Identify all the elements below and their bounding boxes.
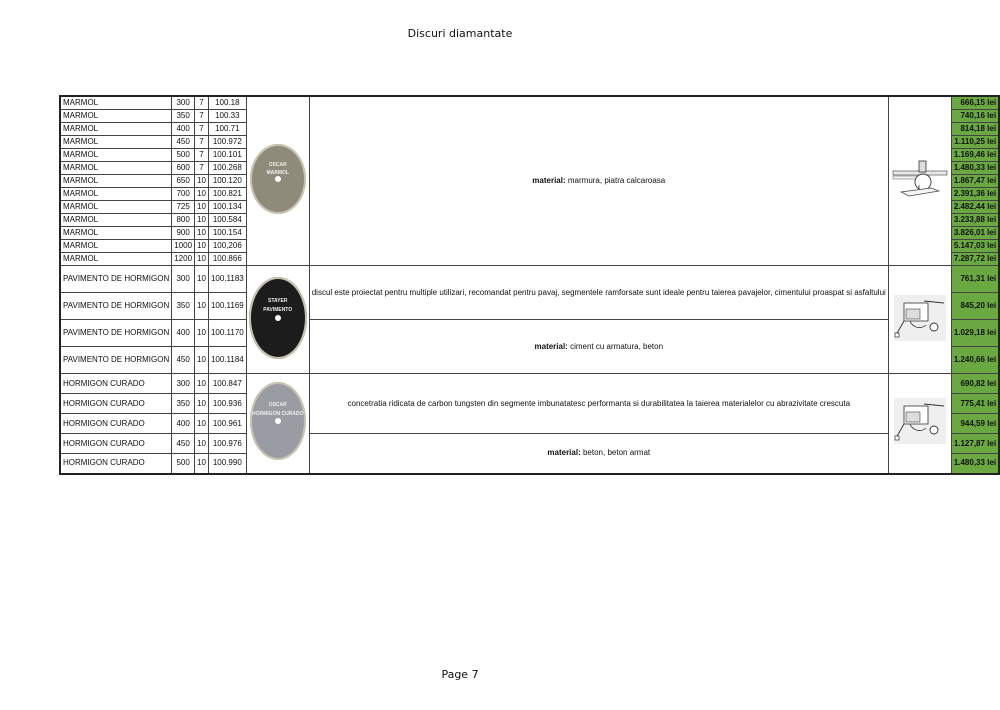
segment-height-cell: 10 bbox=[195, 320, 209, 347]
machine-image-cell bbox=[888, 374, 951, 474]
product-code-cell: 100.134 bbox=[208, 201, 246, 214]
table-row bbox=[60, 96, 999, 110]
diameter-cell: 350 bbox=[172, 293, 195, 320]
product-code-cell: 100.1184 bbox=[208, 347, 246, 374]
disc-type-label: HORMIGON CURADO bbox=[252, 410, 304, 417]
disc-image-cell bbox=[246, 96, 309, 266]
floor-saw-icon bbox=[894, 398, 946, 448]
product-code-cell: 100.18 bbox=[208, 96, 246, 110]
diameter-cell: 450 bbox=[172, 434, 195, 454]
segment-height-cell: 10 bbox=[195, 454, 209, 474]
material-value: marmura, piatra calcaroasa bbox=[567, 176, 666, 185]
diameter-cell: 300 bbox=[172, 96, 195, 110]
product-code-cell: 100.1183 bbox=[208, 266, 246, 293]
diameter-cell: 300 bbox=[172, 374, 195, 394]
product-code-cell: 100.990 bbox=[208, 454, 246, 474]
machine-image-cell bbox=[888, 96, 951, 266]
segment-height-cell: 7 bbox=[195, 123, 209, 136]
product-code-cell: 100.976 bbox=[208, 434, 246, 454]
segment-height-cell: 7 bbox=[195, 162, 209, 175]
product-name-cell: HORMIGON CURADO bbox=[60, 414, 172, 434]
diamond-disc-image bbox=[250, 382, 306, 460]
price-cell: 1.480,33 lei bbox=[951, 454, 999, 474]
diameter-cell: 350 bbox=[172, 110, 195, 123]
product-code-cell: 100.972 bbox=[208, 136, 246, 149]
product-name-cell: MARMOL bbox=[60, 253, 172, 266]
diameter-cell: 1000 bbox=[172, 240, 195, 253]
segment-height-cell: 10 bbox=[195, 227, 209, 240]
price-cell: 1.240,66 lei bbox=[951, 347, 999, 374]
price-cell: 1.127,87 lei bbox=[951, 434, 999, 454]
diameter-cell: 450 bbox=[172, 136, 195, 149]
diameter-cell: 350 bbox=[172, 394, 195, 414]
segment-height-cell: 10 bbox=[195, 434, 209, 454]
segment-height-cell: 7 bbox=[195, 149, 209, 162]
product-name-cell: MARMOL bbox=[60, 123, 172, 136]
product-code-cell: 100.961 bbox=[208, 414, 246, 434]
price-cell: 1.169,46 lei bbox=[951, 149, 999, 162]
segment-height-cell: 10 bbox=[195, 214, 209, 227]
product-code-cell: 100.821 bbox=[208, 188, 246, 201]
disc-brand-label: OSCAR bbox=[268, 162, 287, 169]
bridge-saw-icon bbox=[891, 158, 949, 204]
product-name-cell: MARMOL bbox=[60, 175, 172, 188]
price-cell: 944,59 lei bbox=[951, 414, 999, 434]
product-name-cell: PAVIMENTO DE HORMIGON bbox=[60, 293, 172, 320]
segment-height-cell: 7 bbox=[195, 136, 209, 149]
diamond-disc-image bbox=[249, 277, 307, 359]
segment-height-cell: 10 bbox=[195, 240, 209, 253]
product-name-cell: PAVIMENTO DE HORMIGON bbox=[60, 347, 172, 374]
product-name-cell: PAVIMENTO DE HORMIGON bbox=[60, 266, 172, 293]
product-name-cell: MARMOL bbox=[60, 136, 172, 149]
product-description: discul este proiectat pentru multiple utilizari, recomandat pentru pavaj, segmentele ramforsate sunt ideale pentru taierea pavajelor, cimentului proaspat si asfaltului bbox=[309, 266, 888, 320]
machine-image-cell bbox=[888, 266, 951, 374]
price-cell: 1.867,47 lei bbox=[951, 175, 999, 188]
diameter-cell: 400 bbox=[172, 414, 195, 434]
product-name-cell: MARMOL bbox=[60, 227, 172, 240]
product-code-cell: 100.866 bbox=[208, 253, 246, 266]
disc-arbor-hole bbox=[275, 176, 281, 182]
product-name-cell: MARMOL bbox=[60, 240, 172, 253]
disc-type-label: PAVIMENTO bbox=[263, 306, 293, 313]
product-code-cell: 100.268 bbox=[208, 162, 246, 175]
product-table bbox=[59, 95, 1000, 475]
product-name-cell: MARMOL bbox=[60, 201, 172, 214]
segment-height-cell: 10 bbox=[195, 188, 209, 201]
material-label: material: bbox=[532, 176, 566, 185]
disc-image-cell bbox=[246, 266, 309, 374]
diameter-cell: 450 bbox=[172, 347, 195, 374]
product-code-cell: 100.1170 bbox=[208, 320, 246, 347]
product-code-cell: 100.584 bbox=[208, 214, 246, 227]
disc-brand-label: OSCAR bbox=[268, 402, 287, 409]
product-code-cell: 100.120 bbox=[208, 175, 246, 188]
product-name-cell: HORMIGON CURADO bbox=[60, 454, 172, 474]
price-cell: 740,16 lei bbox=[951, 110, 999, 123]
price-cell: 3.826,01 lei bbox=[951, 227, 999, 240]
product-name-cell: MARMOL bbox=[60, 162, 172, 175]
material-cell bbox=[309, 320, 888, 374]
material-cell bbox=[309, 96, 888, 266]
segment-height-cell: 10 bbox=[195, 347, 209, 374]
segment-height-cell: 10 bbox=[195, 374, 209, 394]
price-cell: 814,18 lei bbox=[951, 123, 999, 136]
price-cell: 7.287,72 lei bbox=[951, 253, 999, 266]
disc-brand-label: STAYER bbox=[267, 297, 288, 304]
product-code-cell: 100.101 bbox=[208, 149, 246, 162]
product-name-cell: MARMOL bbox=[60, 110, 172, 123]
disc-arbor-hole bbox=[275, 315, 281, 321]
diameter-cell: 725 bbox=[172, 201, 195, 214]
price-cell: 2.391,36 lei bbox=[951, 188, 999, 201]
price-cell: 775,41 lei bbox=[951, 394, 999, 414]
segment-height-cell: 10 bbox=[195, 253, 209, 266]
floor-saw-icon bbox=[894, 295, 946, 345]
page-footer: Page 7 bbox=[441, 668, 479, 681]
product-name-cell: PAVIMENTO DE HORMIGON bbox=[60, 320, 172, 347]
price-cell: 761,31 lei bbox=[951, 266, 999, 293]
segment-height-cell: 7 bbox=[195, 110, 209, 123]
segment-height-cell: 10 bbox=[195, 175, 209, 188]
product-code-cell: 100.936 bbox=[208, 394, 246, 414]
price-cell: 690,82 lei bbox=[951, 374, 999, 394]
price-cell: 1.029,18 lei bbox=[951, 320, 999, 347]
diameter-cell: 900 bbox=[172, 227, 195, 240]
product-code-cell: 100.847 bbox=[208, 374, 246, 394]
diameter-cell: 600 bbox=[172, 162, 195, 175]
table-row bbox=[60, 434, 999, 454]
product-name-cell: HORMIGON CURADO bbox=[60, 374, 172, 394]
product-table-body bbox=[60, 96, 999, 474]
diameter-cell: 400 bbox=[172, 320, 195, 347]
product-code-cell: 100.33 bbox=[208, 110, 246, 123]
product-name-cell: HORMIGON CURADO bbox=[60, 434, 172, 454]
diameter-cell: 400 bbox=[172, 123, 195, 136]
disc-image-cell bbox=[246, 374, 309, 474]
price-cell: 5.147,03 lei bbox=[951, 240, 999, 253]
product-name-cell: MARMOL bbox=[60, 96, 172, 110]
segment-height-cell: 10 bbox=[195, 293, 209, 320]
segment-height-cell: 10 bbox=[195, 266, 209, 293]
product-name-cell: MARMOL bbox=[60, 188, 172, 201]
material-label: material: bbox=[547, 448, 581, 458]
segment-height-cell: 10 bbox=[195, 414, 209, 434]
diameter-cell: 300 bbox=[172, 266, 195, 293]
diameter-cell: 500 bbox=[172, 454, 195, 474]
price-cell: 666,15 lei bbox=[951, 96, 999, 110]
diameter-cell: 1200 bbox=[172, 253, 195, 266]
table-row bbox=[60, 320, 999, 347]
product-code-cell: 100.1169 bbox=[208, 293, 246, 320]
segment-height-cell: 7 bbox=[195, 96, 209, 110]
product-code-cell: 100,206 bbox=[208, 240, 246, 253]
price-cell: 1.110,25 lei bbox=[951, 136, 999, 149]
material-cell bbox=[309, 434, 888, 474]
table-row bbox=[60, 266, 999, 293]
price-cell: 2.482,44 lei bbox=[951, 201, 999, 214]
product-name-cell: MARMOL bbox=[60, 149, 172, 162]
segment-height-cell: 10 bbox=[195, 394, 209, 414]
price-cell: 1.480,33 lei bbox=[951, 162, 999, 175]
price-cell: 3.233,88 lei bbox=[951, 214, 999, 227]
material-label: material: bbox=[534, 341, 568, 351]
page-title: Discuri diamantate bbox=[407, 27, 513, 40]
diamond-disc-image bbox=[250, 144, 306, 214]
table-row bbox=[60, 374, 999, 394]
disc-arbor-hole bbox=[275, 418, 281, 424]
product-code-cell: 100.71 bbox=[208, 123, 246, 136]
material-value: ciment cu armatura, beton bbox=[570, 341, 664, 351]
diameter-cell: 800 bbox=[172, 214, 195, 227]
diameter-cell: 700 bbox=[172, 188, 195, 201]
disc-type-label: MARMOL bbox=[266, 170, 289, 177]
segment-height-cell: 10 bbox=[195, 201, 209, 214]
product-code-cell: 100.154 bbox=[208, 227, 246, 240]
product-description: concetratia ridicata de carbon tungsten din segmente imbunatatesc performanta si durabilitatea la taierea materialelor cu abrazivitate crescuta bbox=[309, 374, 888, 434]
price-cell: 845,20 lei bbox=[951, 293, 999, 320]
diameter-cell: 500 bbox=[172, 149, 195, 162]
material-value: beton, beton armat bbox=[582, 448, 651, 458]
product-name-cell: MARMOL bbox=[60, 214, 172, 227]
product-name-cell: HORMIGON CURADO bbox=[60, 394, 172, 414]
diameter-cell: 650 bbox=[172, 175, 195, 188]
